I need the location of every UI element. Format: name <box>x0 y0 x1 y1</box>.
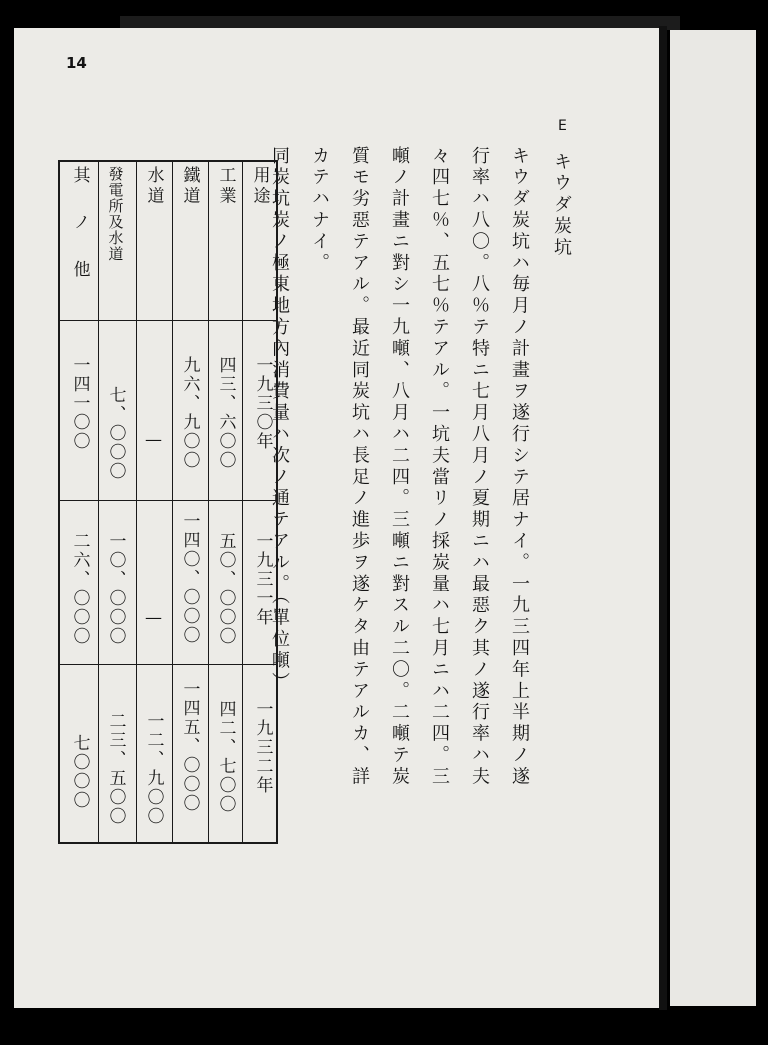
paragraph-line: 質モ劣惡テアル。最近同炭坑ハ長足ノ進歩ヲ遂ケタ由テアルカ、詳 <box>349 146 370 788</box>
table-cell <box>136 430 170 452</box>
year-text: 一九三二年 <box>252 700 273 795</box>
table-cell <box>172 512 206 645</box>
paragraph-line: カテハナイ。 <box>309 146 330 275</box>
year-text: 一九三一年 <box>252 532 273 627</box>
year-label <box>242 356 282 451</box>
table-cell <box>208 532 242 646</box>
cell-value: 一二、九〇〇 <box>143 712 164 826</box>
table-cell <box>98 712 132 826</box>
page-number: 14 <box>66 54 87 72</box>
row-header-label: 鐵道 <box>179 166 200 207</box>
table-corner-header <box>242 166 276 316</box>
year-label <box>242 532 282 627</box>
row-header <box>136 166 170 316</box>
table-row-divider <box>58 664 278 665</box>
cell-value: 二三、五〇〇 <box>105 712 126 826</box>
row-header-label: 發電所及水道 <box>106 166 125 262</box>
cell-value: 七、〇〇〇 <box>105 386 126 481</box>
paragraph-line: キウダ炭坑ハ毎月ノ計畫ヲ遂行シテ居ナイ。一九三四年上半期ノ遂 <box>509 146 530 788</box>
page-gutter <box>659 26 667 1010</box>
table-cell <box>62 734 96 810</box>
cell-value: 五〇、〇〇〇 <box>215 532 236 646</box>
cell-value: 一〇、〇〇〇 <box>105 532 126 646</box>
row-header <box>62 166 96 316</box>
table-cell <box>136 712 170 826</box>
row-header-label: 水道 <box>143 166 164 207</box>
table-cell <box>208 700 242 814</box>
cell-value: 一四〇、〇〇〇 <box>179 512 200 645</box>
table-cell <box>208 356 242 470</box>
cell-value: 二六、〇〇〇 <box>69 532 90 646</box>
adjacent-page-edge <box>670 30 756 1006</box>
consumption-table <box>58 160 278 844</box>
cell-value: — <box>143 430 164 452</box>
row-header <box>98 166 132 316</box>
table-cell <box>98 386 132 481</box>
column-header-label: 用途 <box>249 166 270 207</box>
paragraph-line: 行率ハ八〇。八％テ特ニ七月八月ノ夏期ニハ最惡ク其ノ遂行率ハ夫 <box>469 146 490 788</box>
table-cell <box>98 532 132 646</box>
year-label <box>242 700 282 795</box>
cell-value: — <box>143 608 164 630</box>
cell-value: 四三、六〇〇 <box>215 356 236 470</box>
table-cell <box>172 680 206 813</box>
cell-value: 七〇〇〇 <box>69 734 90 810</box>
row-header <box>172 166 206 316</box>
paragraph-line: 々四七％、五七％テアル。一坑夫當リノ採炭量ハ七月ニハ二四。三 <box>429 146 450 788</box>
table-cell <box>62 532 96 646</box>
cell-value: 四二、七〇〇 <box>215 700 236 814</box>
section-title: キウダ炭坑 <box>551 152 572 259</box>
year-text: 一九三〇年 <box>252 356 273 451</box>
paragraph-line: 噸ノ計畫ニ對シ一九噸、八月ハ二四。三噸ニ對スル二〇。二噸テ炭 <box>389 146 410 788</box>
table-row-divider <box>58 320 278 321</box>
table-cell <box>172 356 206 470</box>
table-row-divider <box>58 500 278 501</box>
table-cell <box>136 608 170 630</box>
row-header-label: 工業 <box>215 166 236 207</box>
paragraph-line: 同炭坑炭ノ極東地方內消費量ハ次ノ通テアル。（單位噸） <box>269 146 290 694</box>
row-header <box>208 166 242 316</box>
cell-value: 九六、九〇〇 <box>179 356 200 470</box>
table-cell <box>62 356 96 451</box>
cell-value: 一四一〇〇 <box>69 356 90 451</box>
cell-value: 一四五、〇〇〇 <box>179 680 200 813</box>
section-letter: E <box>558 118 567 134</box>
row-header-label: 其ノ他 <box>69 166 90 307</box>
